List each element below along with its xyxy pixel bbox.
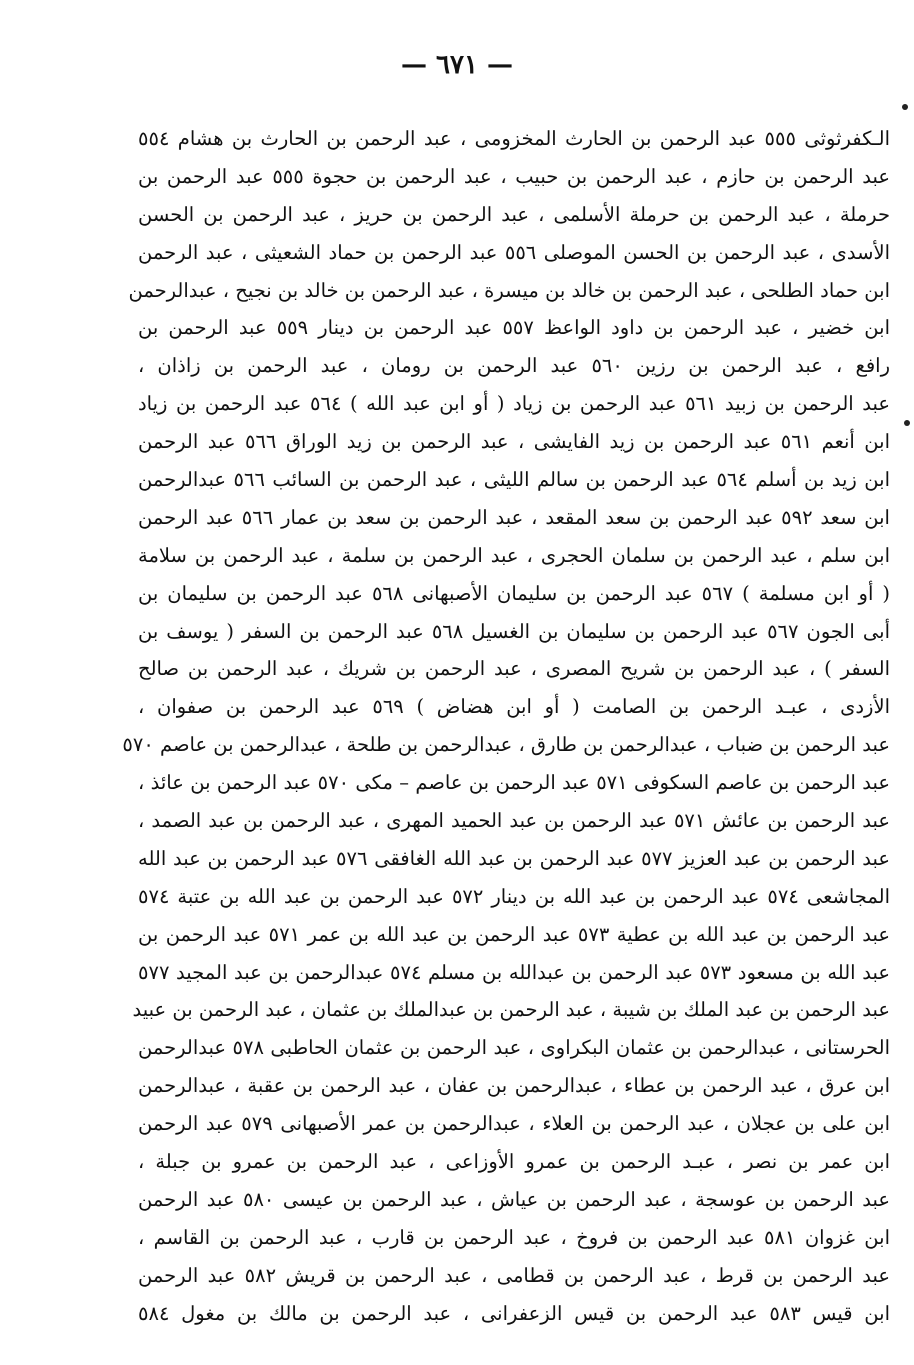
- text-line: عبد الرحمن بن عبد العزيز ٥٧٧ عبد الرحمن بن عبد الله الغافقى ٥٧٦ عبد الرحمن بن عبد الله: [138, 846, 890, 870]
- text-line: ابن عمر بن نصر ، عبـد الرحمن بن عمرو الأوزاعى ، عبد الرحمن بن عمرو بن جبلة ،: [138, 1150, 890, 1174]
- text-line: عبد الرحمن بن عوسجة ، عبد الرحمن بن عياش ، عبد الرحمن بن عيسى ٥٨٠ عبد الرحمن: [138, 1187, 890, 1211]
- margin-dot: [902, 104, 908, 110]
- text-line: عبد الرحمن بن حازم ، عبد الرحمن بن حبيب ، عبد الرحمن بن حجوة ٥٥٥ عبد الرحمن بن: [138, 164, 890, 188]
- text-line: عبد الرحمن بن عبد الملك بن شيبة ، عبد الرحمن بن عبدالملك بن عثمان ، عبد الرحمن بن عبيد: [132, 998, 890, 1022]
- margin-dot: [904, 420, 910, 426]
- text-line: الحرستانى ، عبدالرحمن بن عثمان البكراوى ، عبد الرحمن بن عثمان الحاطبى ٥٧٨ عبدالرحمن: [138, 1036, 890, 1060]
- text-line: عبد الرحمن بن عائش ٥٧١ عبد الرحمن بن عبد الحميد المهرى ، عبد الرحمن بن عبد الصمد ،: [138, 809, 890, 833]
- text-line: المجاشعى ٥٧٤ عبد الرحمن بن عبد الله بن دينار ٥٧٢ عبد الرحمن بن عبد الله بن عتبة ٥٧٤: [138, 884, 890, 908]
- text-line: عبد الرحمن بن ضباب ، عبدالرحمن بن طارق ، عبدالرحمن بن طلحة ، عبدالرحمن بن عاصم ٥٧٠: [122, 733, 890, 757]
- page-number: — ٦٧١ —: [400, 50, 514, 80]
- text-line: ( أو ابن مسلمة ) ٥٦٧ عبد الرحمن بن سليمان الأصبهانى ٥٦٨ عبد الرحمن بن سليمان بن: [138, 581, 890, 605]
- text-line: الـكفرثوثى ٥٥٥ عبد الرحمن بن الحارث المخزومى ، عبد الرحمن بن الحارث بن هشام ٥٥٤: [138, 127, 890, 150]
- text-line: ابن قيس ٥٨٣ عبد الرحمن بن قيس الزعفرانى ، عبد الرحمن بن مالك بن مغول ٥٨٤: [138, 1301, 890, 1325]
- index-text-body: [122, 120, 891, 1333]
- text-line: عبد الله بن مسعود ٥٧٣ عبد الرحمن بن عبدالله بن مسلم ٥٧٤ عبدالرحمن بن عبد المجيد ٥٧٧: [138, 960, 890, 984]
- text-line: ابن أنعم ٥٦١ عبد الرحمن بن زيد الفايشى ، عبد الرحمن بن زيد الوراق ٥٦٦ عبد الرحمن: [138, 430, 890, 454]
- text-line: رافع ، عبد الرحمن بن رزين ٥٦٠ عبد الرحمن بن رومان ، عبد الرحمن بن زاذان ،: [138, 354, 890, 378]
- text-line: ابن زيد بن أسلم ٥٦٤ عبد الرحمن بن سالم الليثى ، عبد الرحمن بن السائب ٥٦٦ عبدالرحمن: [138, 468, 890, 492]
- text-line: ابن خضير ، عبد الرحمن بن داود الواعظ ٥٥٧ عبد الرحمن بن دينار ٥٥٩ عبد الرحمن بن: [138, 316, 890, 340]
- text-line: ابن غزوان ٥٨١ عبد الرحمن بن فروخ ، عبد الرحمن بن قارب ، عبد الرحمن بن القاسم ،: [138, 1225, 890, 1249]
- text-line: ابن عرق ، عبد الرحمن بن عطاء ، عبدالرحمن بن عفان ، عبد الرحمن بن عقبة ، عبدالرحمن: [138, 1074, 890, 1098]
- text-line: ابن سلم ، عبد الرحمن بن سلمان الحجرى ، عبد الرحمن بن سلمة ، عبد الرحمن بن سلامة: [138, 543, 890, 567]
- text-line: ابن سعد ٥٩٢ عبد الرحمن بن سعد المقعد ، عبد الرحمن بن سعد بن عمار ٥٦٦ عبد الرحمن: [138, 505, 890, 529]
- text-line: ابن على بن عجلان ، عبد الرحمن بن العلاء ، عبدالرحمن بن عمر الأصبهانى ٥٧٩ عبد الرحمن: [138, 1112, 890, 1136]
- text-line: السفر ) ، عبد الرحمن بن شريح المصرى ، عبد الرحمن بن شريك ، عبد الرحمن بن صالح: [138, 657, 890, 681]
- text-line: ابن حماد الطلحى ، عبد الرحمن بن خالد بن ميسرة ، عبد الرحمن بن خالد بن نجيح ، عبدالرحمن: [128, 278, 890, 302]
- text-line: عبد الرحمن بن زبيد ٥٦١ عبد الرحمن بن زياد ( أو ابن عبد الله ) ٥٦٤ عبد الرحمن بن زياد: [138, 392, 890, 416]
- text-line: أبى الجون ٥٦٧ عبد الرحمن بن سليمان بن الغسيل ٥٦٨ عبد الرحمن بن السفر ( يوسف بن: [138, 619, 890, 643]
- text-line: الأزدى ، عبـد الرحمن بن الصامت ( أو ابن هضاض ) ٥٦٩ عبد الرحمن بن صفوان ،: [138, 695, 890, 719]
- text-line: عبد الرحمن بن قرط ، عبد الرحمن بن قطامى ، عبد الرحمن بن قريش ٥٨٢ عبد الرحمن: [138, 1263, 890, 1287]
- text-line: عبد الرحمن بن عاصم السكوفى ٥٧١ عبد الرحمن بن عاصم – مكى ٥٧٠ عبد الرحمن بن عائذ ،: [138, 771, 891, 795]
- text-line: حرملة ، عبد الرحمن بن حرملة الأسلمى ، عبد الرحمن بن حريز ، عبد الرحمن بن الحسن: [138, 202, 890, 226]
- text-line: الأسدى ، عبد الرحمن بن الحسن الموصلى ٥٥٦ عبد الرحمن بن حماد الشعيثى ، عبد الرحمن: [138, 240, 890, 264]
- text-line: عبد الرحمن بن عبد الله بن عطية ٥٧٣ عبد الرحمن بن عبد الله بن عمر ٥٧١ عبد الرحمن بن: [138, 922, 890, 946]
